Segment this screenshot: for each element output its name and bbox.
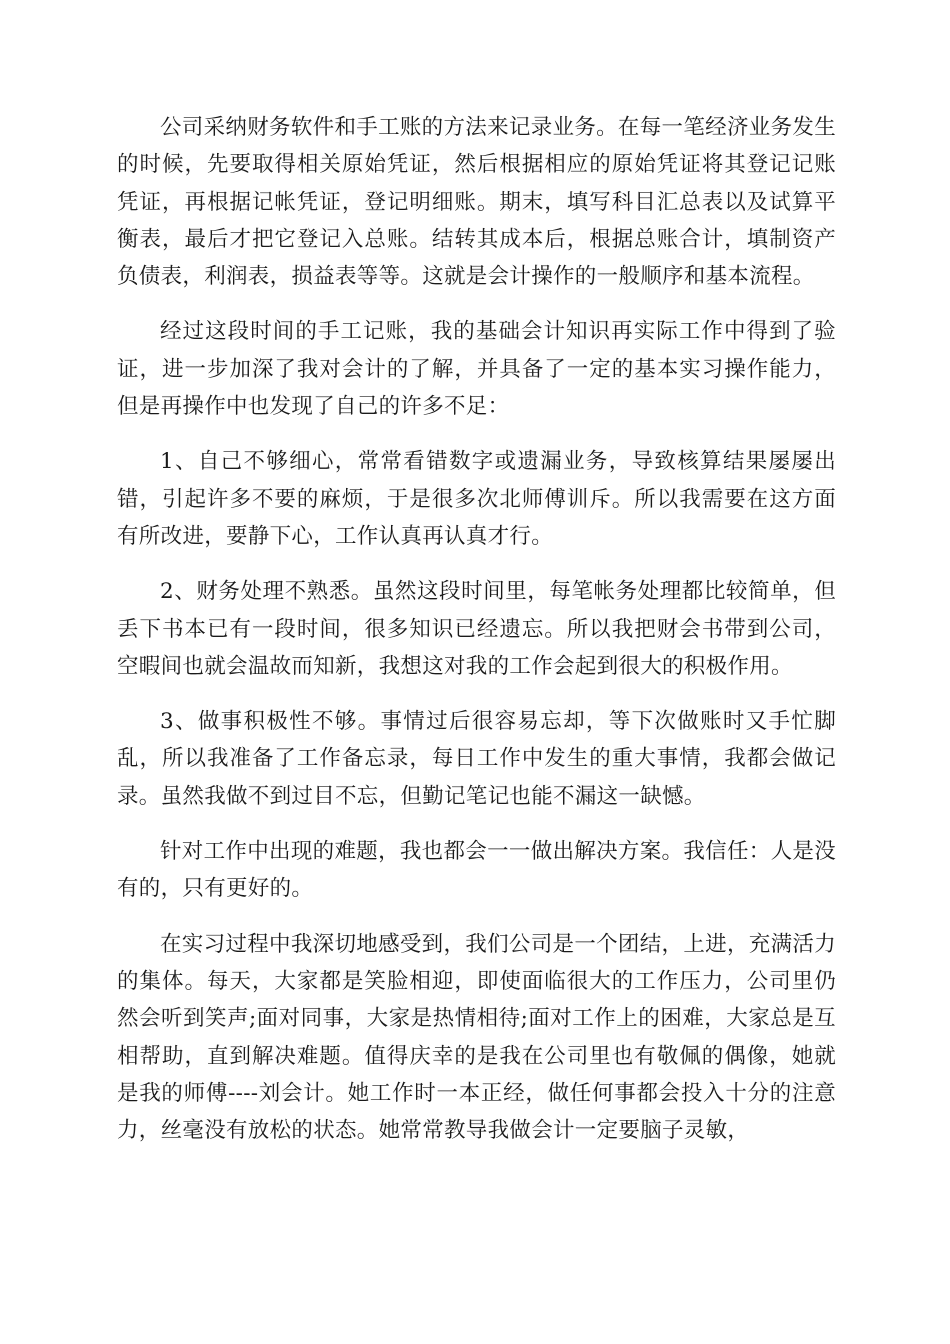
paragraph-manual-bookkeeping: 经过这段时间的手工记账，我的基础会计知识再实际工作中得到了验证，进一步加深了我对会计的了解，并具备了一定的基本实习操作能力，但是再操作中也发现了自己的许多不足： [117, 319, 836, 420]
paragraph-company-atmosphere: 在实习过程中我深切地感受到，我们公司是一个团结，上进，充满活力的集体。每天，大家都是笑脸相迎，即使面临很大的工作压力，公司里仍然会听到笑声;面对同事，大家是热情相待;面对工作上的困难，大家总是互相帮助，直到解决难题。值得庆幸的是我在公司里也有敬佩的偶像，她就是我的师傅----刘会计。她工作时一本正经，做任何事都会投入十分的注意力，丝毫没有放松的状态。她常常教导我做会计一定要脑子灵敏， [117, 931, 836, 1144]
paragraph-shortcoming-1: 1、自己不够细心，常常看错数字或遗漏业务，导致核算结果屡屡出错，引起许多不要的麻烦，于是很多次北师傅训斥。所以我需要在这方面有所改进，要静下心，工作认真再认真才行。 [117, 449, 836, 549]
paragraph-shortcoming-3: 3、做事积极性不够。事情过后很容易忘却，等下次做账时又手忙脚乱，所以我准备了工作备忘录，每日工作中发生的重大事情，我都会做记录。虽然我做不到过目不忘，但勤记笔记也能不漏这一缺憾。 [117, 709, 836, 809]
paragraph-solutions: 针对工作中出现的难题，我也都会一一做出解决方案。我信任：人是没有的，只有更好的。 [117, 839, 836, 902]
paragraph-accounting-process: 公司采纳财务软件和手工账的方法来记录业务。在每一笔经济业务发生的时候，先要取得相关原始凭证，然后根据相应的原始凭证将其登记记账凭证，再根据记帐凭证，登记明细账。期末，填写科目汇总表以及试算平衡表，最后才把它登记入总账。结转其成本后，根据总账合计，填制资产负债表，利润表，损益表等等。这就是会计操作的一般顺序和基本流程。 [117, 115, 836, 290]
paragraph-shortcoming-2: 2、财务处理不熟悉。虽然这段时间里，每笔帐务处理都比较简单，但丢下书本已有一段时间，很多知识已经遗忘。所以我把财会书带到公司，空暇间也就会温故而知新，我想这对我的工作会起到很大的积极作用。 [117, 579, 836, 679]
